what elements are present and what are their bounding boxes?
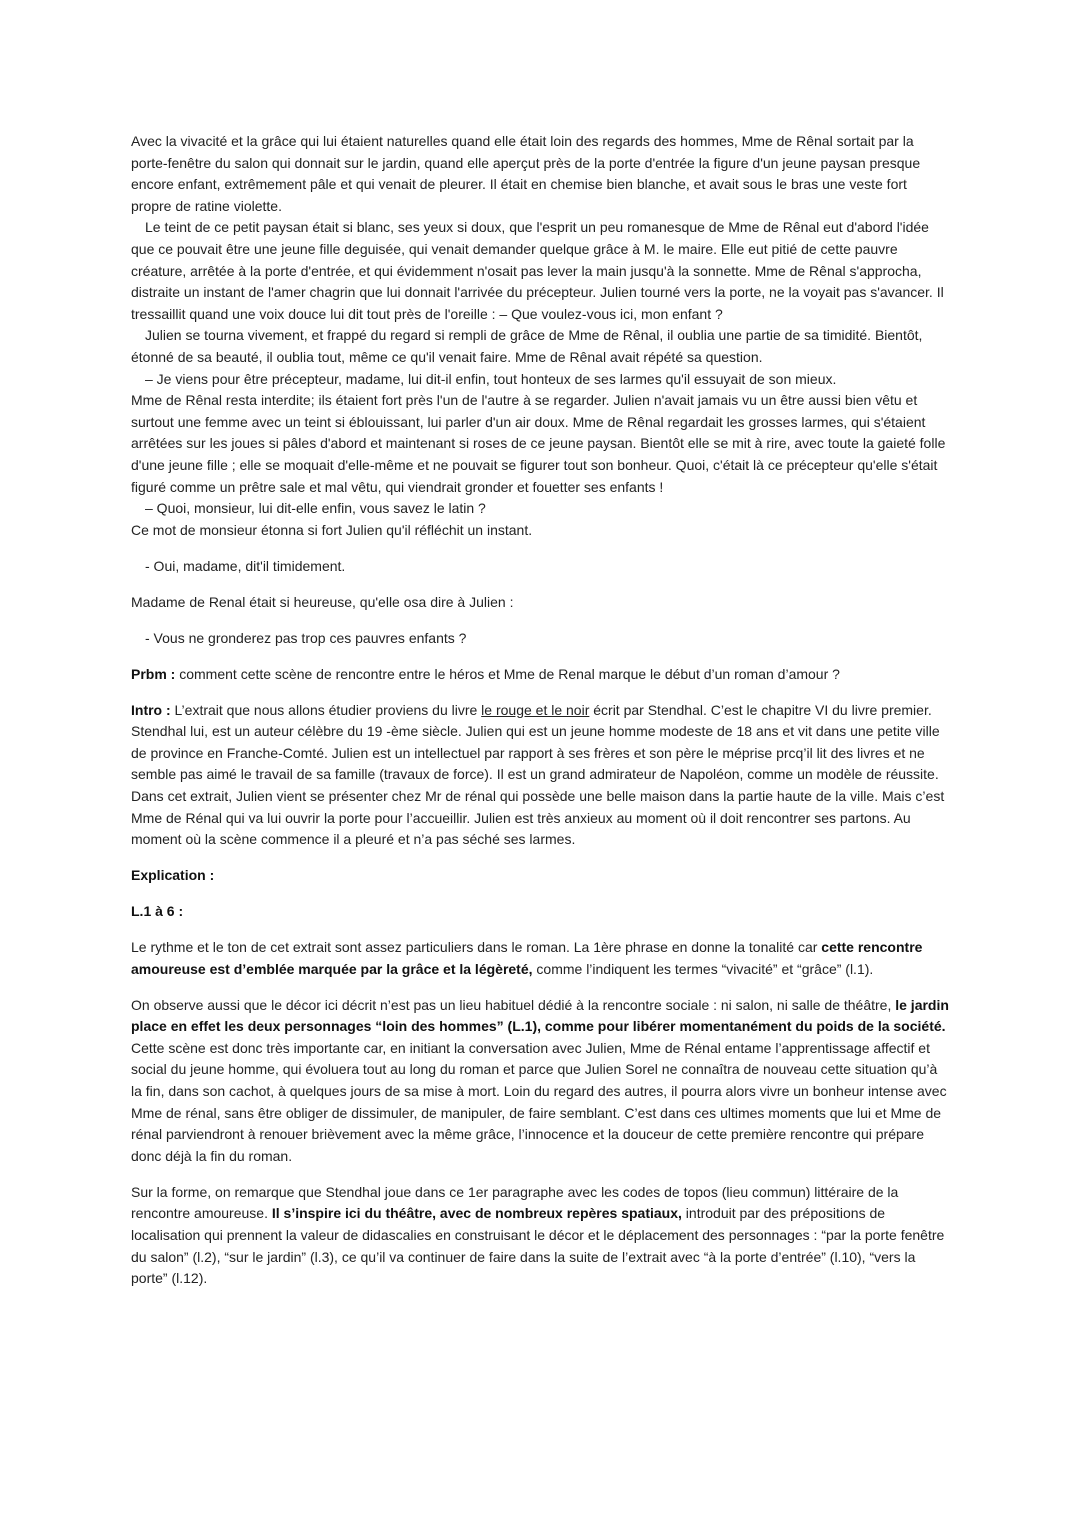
extract-dialogue-2: – Quoi, monsieur, lui dit-elle enfin, vous savez le latin ?: [145, 500, 486, 517]
extract-paragraph-3: Julien se tourna vivement, et frappé du regard si rempli de grâce de Mme de Rênal, il oublia une partie de sa timidité. Bientôt, étonné de sa beauté, il oublia tout, même ce qu'il venait faire. Mme de Rênal avait répété sa question.: [131, 327, 923, 365]
intro-text-after: écrit par Stendhal. C’est le chapitre VI du livre premier. Stendhal lui, est un auteur célèbre du 19 -ème siècle. Julien qui est un jeune homme modeste de 18 ans et vit dans une petite ville de province en Franche-Comté. Julien est un intellectuel par rapport à ses frères et son père le méprise prcq’il lit des livres et ne semble pas aimé le travail de sa famille (travaux de force). Il est un grand admirateur de Napoléon, comme un modèle de réussite. Dans cet extrait, Julien vient se présenter chez Mr de rénal qui possède une belle maison dans la partie haute de la ville. Mais c’est Mme de Rénal qui va lui ouvrir la porte pour l’accueillir. Julien est très anxieux au moment où il doit rencontrer ses partons. Au moment où la scène commence il a pleuré et n’a pas séché ses larmes.: [131, 701, 945, 848]
intro-text-before: L’extrait que nous allons étudier proviens du livre: [170, 701, 482, 718]
extract-paragraph-1: Avec la vivacité et la grâce qui lui étaient naturelles quand elle était loin des regards des hommes, Mme de Rênal sortait par la porte-fenêtre du salon qui donnait sur le jardin, quand elle aperçut près de la porte d'entrée la figure d'un jeune paysan presque encore enfant, extrêmement pâle et qui venait de pleurer. Il était en chemise bien blanche, et avait sous le bras une veste fort propre de ratine violette.: [131, 133, 921, 214]
explication-heading: Explication :: [131, 867, 215, 884]
extract-paragraph-4: Mme de Rênal resta interdite; ils étaient fort près l'un de l'autre à se regarder. Julien n'avait jamais vu un être aussi bien vêtu et surtout une femme avec un teint si éblouissant, lui parler d'un air doux. Mme de Rênal regardait les grosses larmes, qui s'étaient arrêtées sur les joues si pâles d'abord et maintenant si roses de ce jeune paysan. Bientôt elle se mit à rire, avec toute la gaieté folle d'une jeune fille ; elle se moquait d'elle-même et ne pouvait se figurer tout son bonheur. Quoi, c'était là ce précepteur qu'elle s'était figuré comme un prêtre sale et mal vêtu, qui viendrait gronder et fouetter ses enfants !: [131, 392, 946, 495]
document-page: [131, 131, 951, 1290]
explication-paragraph-2: On observe aussi que le décor ici décrit n’est pas un lieu habituel dédié à la rencontre sociale : ni salon, ni salle de théâtre, le jardin place en effet les deux personnages “loin des hommes” (L.1), comme pour libérer momentanément du poids de la société. Cette scène est donc très importante car, en initiant la conversation avec Julien, Mme de Rénal entame l’apprentissage affectif et social du jeune homme, qui évoluera tout au long du roman et parce que Julien Sorel ne connaîtra de nouveau cette situation qu’à la fin, dans son cachot, à quelques jours de sa mise à mort. Loin du regard des autres, il pourra alors vivre un bonheur intense avec Mme de rénal, sans être obliger de dissimuler, de manipuler, de faire semblant. C’est dans ces ultimes moments que lui et Mme de rénal parviendront à renouer brièvement avec la même grâce, l’innocence et la douceur de cette première rencontre qui prépare donc déjà la fin du roman.: [131, 996, 949, 1164]
explication-paragraph-3: Sur la forme, on remarque que Stendhal joue dans ce 1er paragraphe avec les codes de topos (lieu commun) littéraire de la rencontre amoureuse. Il s’inspire ici du théâtre, avec de nombreux repères spatiaux, introduit par des prépositions de localisation qui prennent la valeur de didascalies en construisant le décor et le déplacement des personnages : “par la porte fenêtre du salon” (l.2), “sur le jardin” (l.3), ce qu’il va continuer de faire dans la suite de l’extrait avec “à la porte d’entrée” (l.10), “vers la porte” (l.12).: [131, 1183, 945, 1287]
extract-dialogue-1: – Je viens pour être précepteur, madame, lui dit-il enfin, tout honteux de ses larmes qu'il essuyait de son mieux.: [145, 370, 837, 387]
extract-dialogue-4: - Vous ne gronderez pas trop ces pauvres enfants ?: [145, 629, 467, 646]
extract-dialogue-3: - Oui, madame, dit'il timidement.: [145, 557, 346, 574]
section-heading-lines-1-6: L.1 à 6 :: [131, 903, 184, 920]
explication-paragraph-1: Le rythme et le ton de cet extrait sont assez particuliers dans le roman. La 1ère phrase en donne la tonalité car cette rencontre amoureuse est d’emblée marquée par la grâce et la légèreté, comme l’indiquent les termes “vivacité” et “grâce” (l.1).: [131, 939, 923, 977]
intro-label: Intro :: [131, 701, 171, 718]
problematique-label: Prbm :: [131, 665, 176, 682]
problematique: [131, 664, 951, 686]
extract-paragraph-2: Le teint de ce petit paysan était si blanc, ses yeux si doux, que l'esprit un peu romanesque de Mme de Rênal eut d'abord l'idée que ce pouvait être une jeune fille deguisée, qui venait demander quelque grâce à M. le maire. Elle eut pitié de cette pauvre créature, arrêtée à la porte d'entrée, et qui évidemment n'osait pas lever la main jusqu'à la sonnette. Mme de Rênal s'approcha, distraite un instant de l'amer chagrin que lui donnait l'arrivée du précepteur. Julien tourné vers la porte, ne la voyait pas s'avancer. Il tressaillit quand une voix douce lui dit tout près de l'oreille : – Que voulez-vous ici, mon enfant ?: [131, 219, 944, 322]
problematique-text: comment cette scène de rencontre entre le héros et Mme de Renal marque le début d’un roman d’amour ?: [175, 665, 840, 682]
introduction: [131, 700, 951, 851]
extract-paragraph-6: Madame de Renal était si heureuse, qu'elle osa dire à Julien :: [131, 593, 514, 610]
book-title: le rouge et le noir: [481, 701, 590, 718]
extract-paragraph-5: Ce mot de monsieur étonna si fort Julien qu'il réfléchit un instant.: [131, 521, 533, 538]
